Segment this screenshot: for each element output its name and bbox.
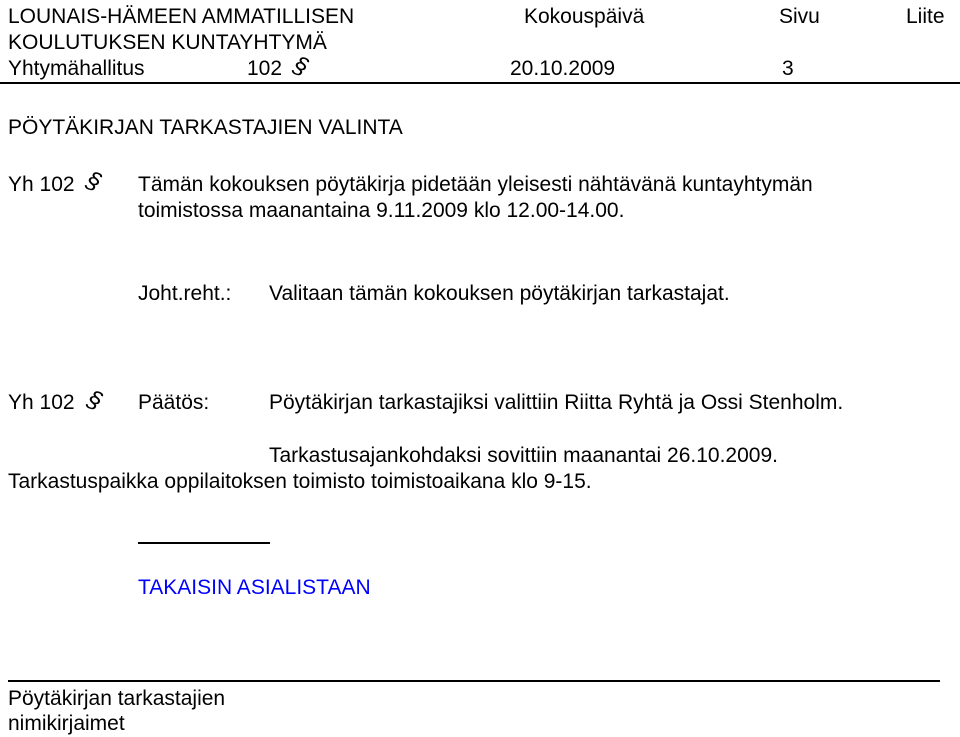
org-name-line2: KOULUTUKSEN KUNTAYHTYMÄ: [8, 31, 327, 54]
body-name: Yhtymähallitus: [8, 57, 145, 80]
section-sign-icon: §: [83, 385, 107, 416]
section-sign-icon: §: [289, 51, 313, 82]
proposal-label: Joht.reht.:: [138, 282, 232, 305]
back-to-agenda-link[interactable]: TAKAISIN ASIALISTAAN: [138, 576, 371, 599]
intro-text-line2: toimistossa maanantaina 9.11.2009 klo 12.00-14.00.: [138, 199, 625, 222]
decision-text-line3: Tarkastuspaikka oppilaitoksen toimisto toimistoaikana klo 9-15.: [8, 470, 592, 493]
meeting-date: 20.10.2009: [510, 57, 616, 80]
footer-label-line2: nimikirjaimet: [8, 712, 125, 735]
short-divider: [138, 542, 270, 544]
header-divider: [0, 82, 960, 84]
decision-ref: Yh 102: [8, 391, 75, 414]
page-number: 3: [782, 57, 794, 80]
intro-text-line1: Tämän kokouksen pöytäkirja pidetään yleisesti nähtävänä kuntayhtymän: [138, 173, 813, 196]
footer-divider: [8, 680, 940, 682]
proposal-text: Valitaan tämän kokouksen pöytäkirjan tarkastajat.: [269, 282, 730, 305]
section-title: PÖYTÄKIRJAN TARKASTAJIEN VALINTA: [8, 116, 403, 139]
decision-text-line1: Pöytäkirjan tarkastajiksi valittiin Riitta Ryhtä ja Ossi Stenholm.: [269, 391, 844, 414]
footer-label-line1: Pöytäkirjan tarkastajien: [8, 687, 226, 710]
intro-ref: Yh 102: [8, 173, 75, 196]
section-number: 102: [247, 57, 283, 80]
page-label: Sivu: [779, 5, 820, 28]
attachment-label: Liite: [906, 5, 945, 28]
section-sign-icon: §: [82, 166, 106, 197]
decision-text-line2: Tarkastusajankohdaksi sovittiin maanantai 26.10.2009.: [269, 444, 778, 467]
meeting-date-label: Kokouspäivä: [524, 5, 645, 28]
org-name-line1: LOUNAIS-HÄMEEN AMMATILLISEN: [8, 5, 355, 28]
decision-label: Päätös:: [138, 391, 210, 414]
